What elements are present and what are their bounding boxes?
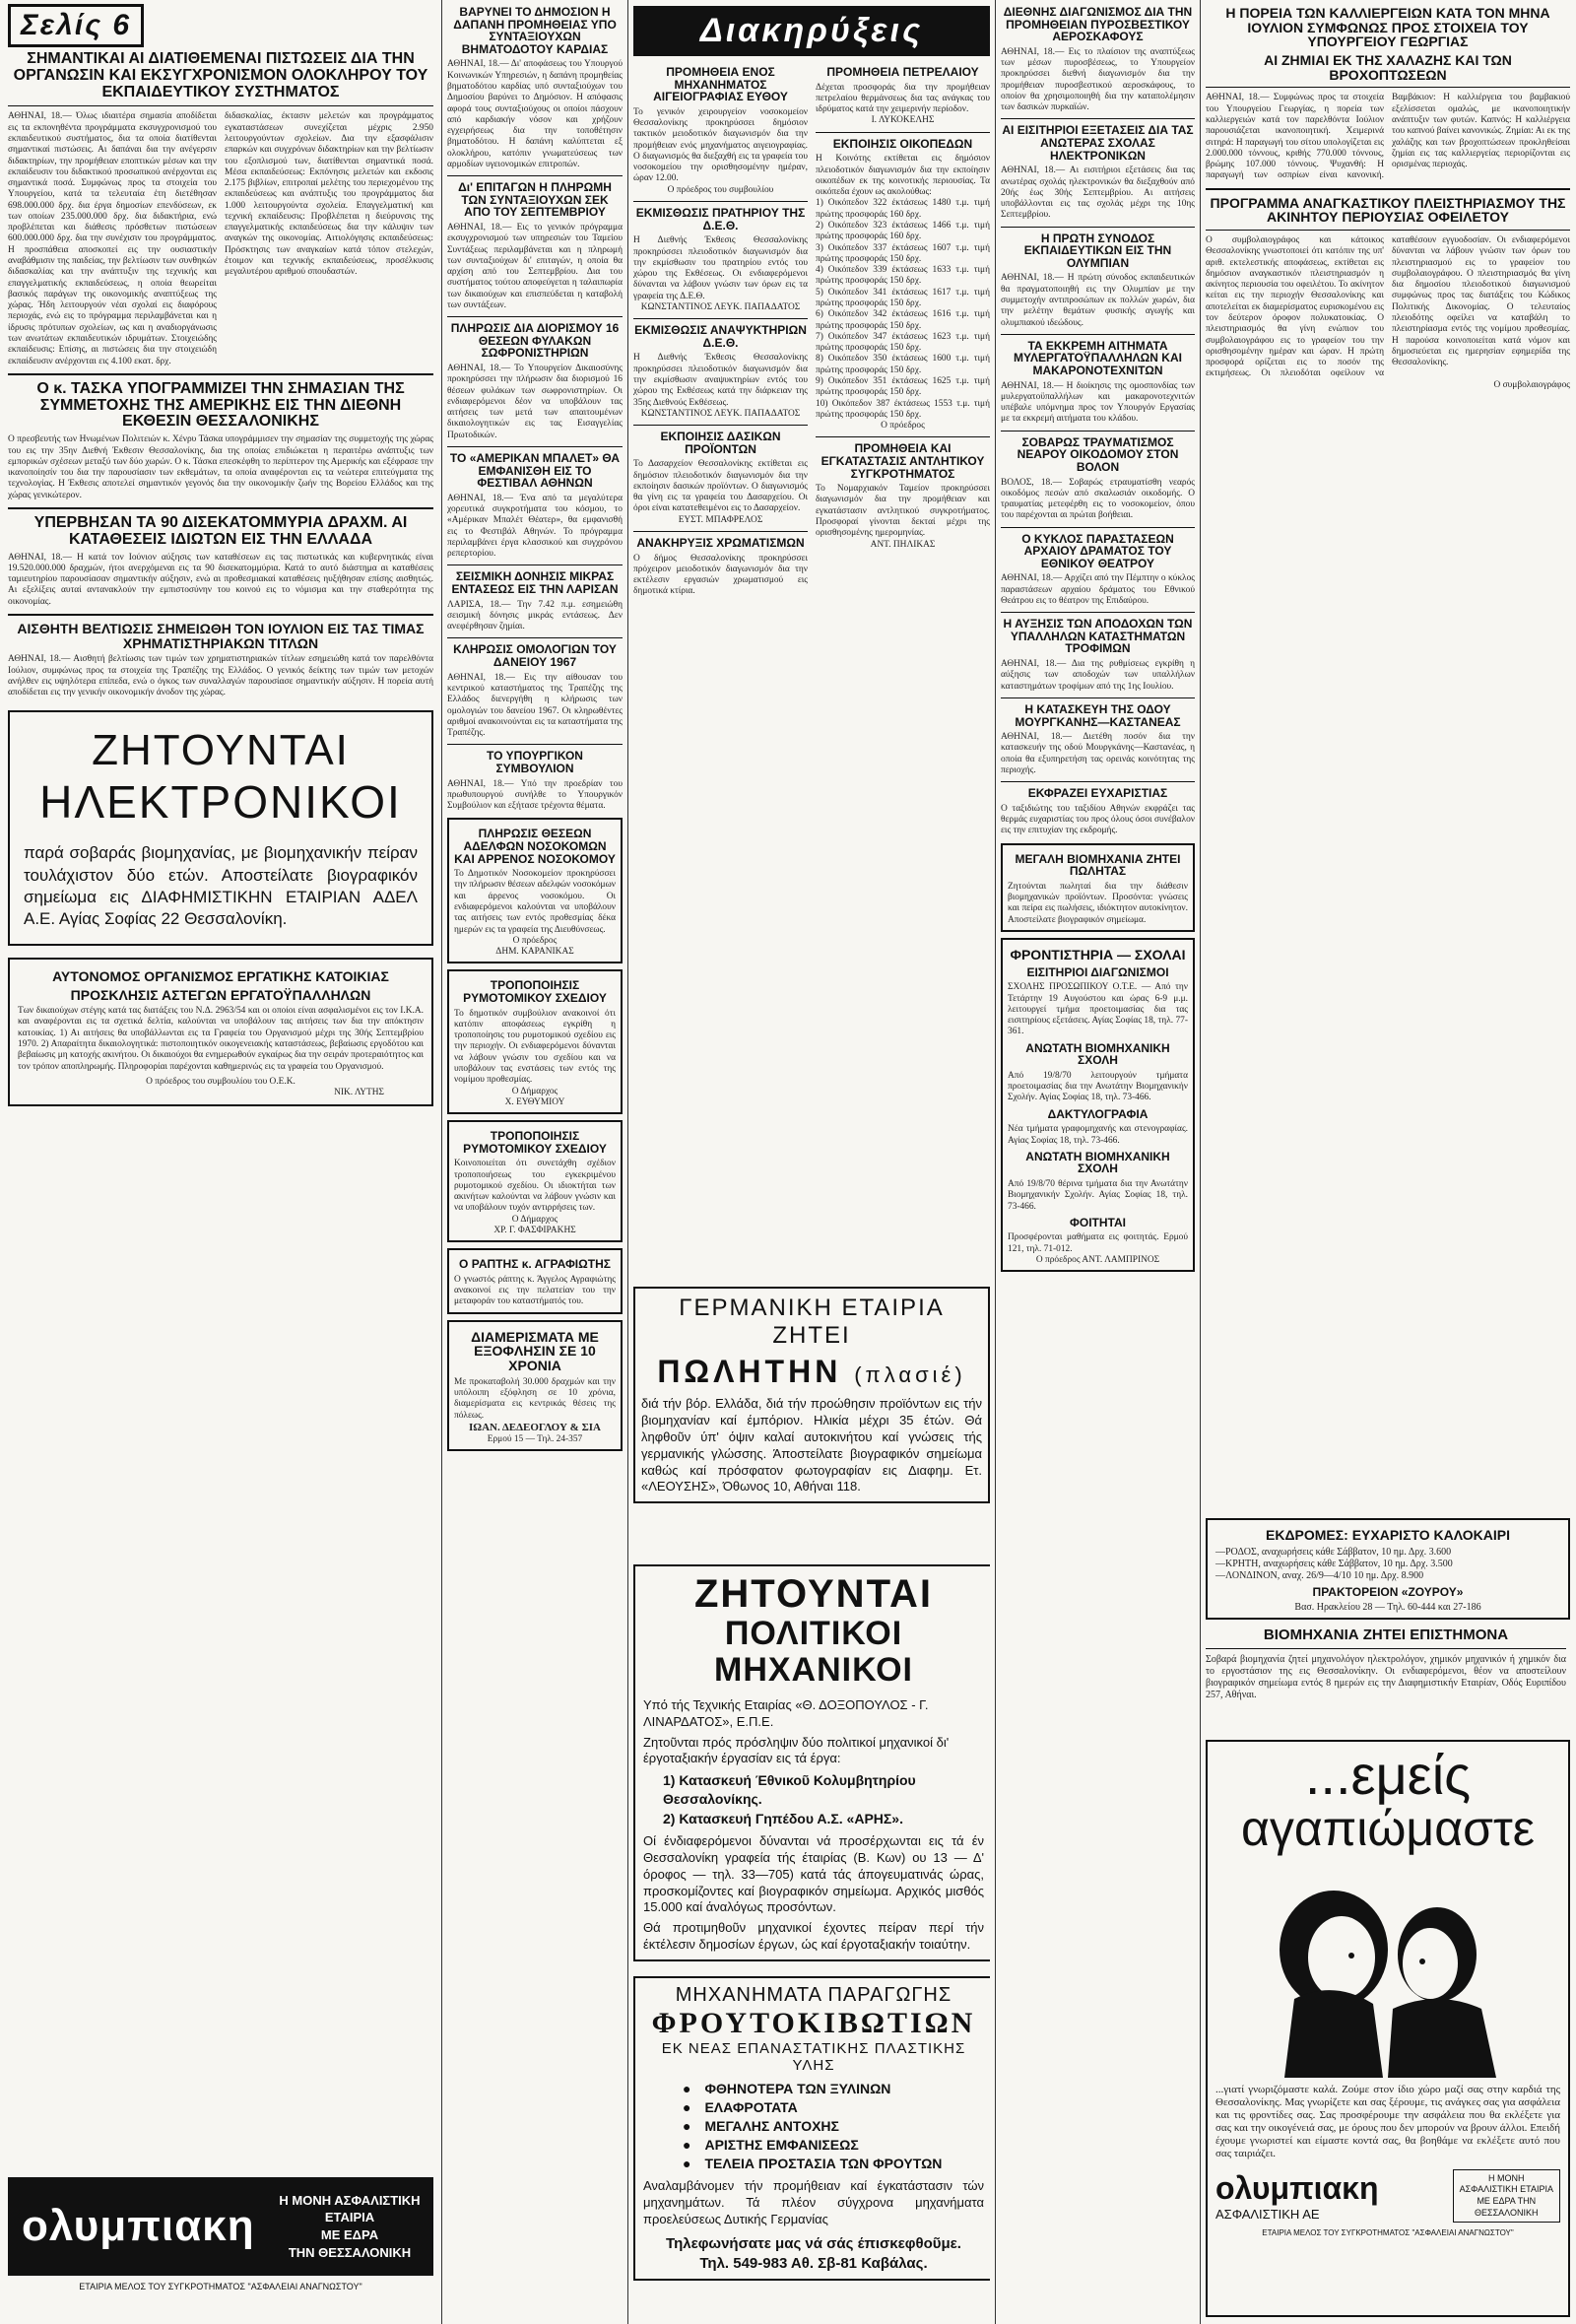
ad-line: —ΛΟΝΔΙΝΟΝ, αναχ. 26/9—4/10 10 ημ. Δρχ. 8.900 xyxy=(1215,1569,1424,1581)
subsection-title: ΑΝΩΤΑΤΗ ΒΙΟΜΗΧΑΝΙΚΗ ΣΧΟΛΗ xyxy=(1025,1040,1170,1068)
ad-line: ΕΤΑΙΡΙΑ xyxy=(324,2210,375,2225)
headline: ΣΟΒΑΡΩΣ ΤΡΑΥΜΑΤΙΣΜΟΣ ΝΕΑΡΟΥ ΟΙΚΟΔΟΜΟΥ ΣΤΟΝ ΒΟΛΟΝ xyxy=(1017,434,1179,474)
feature-item: ● ΜΕΓΑΛΗΣ ΑΝΤΟΧΗΣ xyxy=(683,2117,984,2136)
divider xyxy=(1206,188,1570,190)
signature: ΕΥΣΤ. ΜΠΑΦΡΕΛΟΣ xyxy=(678,514,763,525)
divider xyxy=(1001,431,1195,432)
divider xyxy=(8,507,433,509)
article-body: ΑΘΗΝΑΙ, 18.— Εις το γενικόν πρόγραμμα εκσυγχρονισμού των υπηρεσιών του Ταμείου Συντάξεως περιλαμβάνεται και η πληρωμή των συνταξιούχων δι' επιταγών, η οποία θα αρχίση από του Σεπτεμβρίου. Δια του συστήματος τούτου αποφεύγεται η ταλαιπωρία των δικαιούχων και επισπεύδεται η καταβολή των συντάξεων. xyxy=(447,222,623,310)
ad-contact-address: Ερμού 15 — Τηλ. 24-357 xyxy=(487,1434,583,1445)
ad-title: ΜΗΧΑΝΗΜΑΤΑ ΠΑΡΑΓΩΓΗΣ xyxy=(675,1984,952,2006)
article-body: Ο ταξιδιώτης του ταξιδίου Αθηνών εκφράζει τας θερμάς ευχαριστίας του προς όλους όσοι συνέβαλον εις την επιτυχίαν της εκδρομής. xyxy=(1001,803,1195,836)
ad-company: Υπό τής Τεχνικής Εταιρίας «Θ. ΔΟΞΟΠΟΥΛΟΣ - Γ. ΛΙΝΑΡΔΑΤΟΣ», Ε.Π.Ε. xyxy=(643,1696,929,1729)
column-3 xyxy=(633,0,990,2324)
divider xyxy=(1001,118,1195,119)
column-divider xyxy=(441,0,442,2324)
ad-text: Ζητοῦνται πρός πρόσληψιν δύο πολιτικοί μηχανικοί δι' έργοταξιακήν έργασίαν εις τά έργα: xyxy=(643,1734,950,1766)
divider xyxy=(1001,612,1195,613)
subsection-title: ΦΟΙΤΗΤΑΙ xyxy=(1070,1215,1126,1229)
ad-title-main: αγαπιώμαστε xyxy=(1240,1801,1536,1856)
headline-stock-prices: ΑΙΣΘΗΤΗ ΒΕΛΤΙΩΣΙΣ ΣΗΜΕΙΩΘΗ ΤΟΝ ΙΟΥΛΙΟΝ ΕΙΣ ΤΑΣ ΤΙΜΑΣ ΧΡΗΜΑΤΙΣΤΗΡΙΑΚΩΝ ΤΙΤΛΩΝ xyxy=(17,620,425,651)
ad-address: Βασ. Ηρακλείου 28 — Τηλ. 60-444 και 27-186 xyxy=(1294,1602,1481,1614)
signature: ΑΝΤ. ΠΗΛΙΚΑΣ xyxy=(870,539,936,550)
headline: Ο ΚΥΚΛΟΣ ΠΑΡΑΣΤΑΣΕΩΝ ΑΡΧΑΙΟΥ ΔΡΑΜΑΤΟΣ ΤΟΥ ΕΘΝΙΚΟΥ ΘΕΑΤΡΟΥ xyxy=(1021,531,1174,570)
notice-subtitle: ΠΡΟΣΚΛΗΣΙΣ ΑΣΤΕΓΩΝ ΕΡΓΑΤΟΫΠΑΛΛΗΛΩΝ xyxy=(70,986,371,1003)
ad-contact: Τηλεφωνήσατε μας νά σάς έπισκεφθοῦμε. xyxy=(666,2235,961,2253)
notice-title: ΑΥΤΟΝΟΜΟΣ ΟΡΓΑΝΙΣΜΟΣ ΕΡΓΑΤΙΚΗΣ ΚΑΤΟΙΚΙΑΣ xyxy=(52,967,389,984)
article-body: ΑΘΗΝΑΙ, 18.— Συμφώνως προς τα στοιχεία του Υπουργείου Γεωργίας, η πορεία των καλλιεργειών κατά τον παρελθόντα Ιούλιον παρουσιάζεται ικανοποιητική. Χειμερινά σιτηρά: Η παραγωγή του σίτου υπολογίζεται εις 2.000.000 τόννους, κριθής 770.000 τόννους, βρώμης 107.000 τόννους. Ψυχανθή: Η παραγωγή των οσπρίων είναι κανονική. Βαμβάκιον: Η καλλιέργεια του βαμβακιού εξελίσσεται ομαλώς, με ικανοποιητικήν ανάπτυξιν των φυτών. Καπνός: Η καλλιέργεια του καπνού βαίνει κανονικώς. Ζημίαι: Αι εκ της χαλάζης και των βροχοπτώσεων προκληθείσαι ζημίαι εις τας καλλιεργείας περιορίζονται εις ορισμένας περιοχάς. xyxy=(1206,93,1570,181)
headline: ΒΑΡΥΝΕΙ ΤΟ ΔΗΜΟΣΙΟΝ Η ΔΑΠΑΝΗ ΠΡΟΜΗΘΕΙΑΣ ΥΠΟ ΣΥΝΤΑΞΙΟΥΧΩΝ ΒΗΜΑΤΟΔΟΤΟΥ ΚΑΡΔΙΑΣ xyxy=(453,5,617,56)
ad-title: ...εμείς xyxy=(1304,1744,1472,1806)
notice-signature: Ο Δήμαρχος xyxy=(511,1214,558,1225)
ad-title: ΖΗΤΟΥΝΤΑΙ xyxy=(693,1572,934,1616)
page-number-box xyxy=(8,4,144,47)
plot-item: 8) Οικόπεδον 350 έκτάσεως 1600 τ.μ. τιμή πρώτης προσφοράς 150 δρχ. xyxy=(816,354,990,375)
plot-list xyxy=(816,198,990,421)
ad-line: Η ΜΟΝΗ ΑΣΦΑΛΙΣΤΙΚΗ xyxy=(279,2192,421,2208)
ad-contact: ΙΩΑΝ. ΔΕΔΕΟΓΛΟΥ & ΣΙΑ xyxy=(469,1421,601,1433)
ad-text: Οί ένδιαφερόμενοι δύνανται νά προσέρχωνται εις τά έν Θεσσαλονίκη γραφεία τής έταιρίας (Β. Κων) ου 13 — Δ' όροφος — τηλ. 33—705) κατά τάς άπογευματινάς ώρας, προσκομίζοντες καί βιογραφικόν σημείωμα. Αρχικός μισθός 15.000 καί άναλόγως προσόντων. xyxy=(643,1832,984,1915)
divider xyxy=(633,201,808,202)
article-education xyxy=(8,111,433,366)
ad-title: ΜΕΓΑΛΗ ΒΙΟΜΗΧΑΝΙΑ ΖΗΤΕΙ ΠΩΛΗΤΑΣ xyxy=(1015,851,1181,879)
notice-title: ΤΡΟΠΟΠΟΙΗΣΙΣ ΡΥΜΟΤΟΜΙΚΟΥ ΣΧΕΔΙΟΥ xyxy=(463,1129,607,1156)
notice-signature-name: ΝΙΚ. ΛΥΤΗΣ xyxy=(334,1088,384,1098)
divider xyxy=(8,373,433,375)
divider xyxy=(633,531,808,532)
divider xyxy=(1001,527,1195,528)
article-body: ΑΘΗΝΑΙ, 18.— Αι εισιτήριοι εξετάσεις δια τας ανωτέρας σχολάς ηλεκτρονικών θα διεξαχθούν από 20ής έως 30ής Σεπτεμβρίου. Αι αιτήσεις υποβάλλονται εις τας σχολάς μέχρι της 10ης Σεπτεμβρίου. xyxy=(1001,166,1195,221)
plot-item: 9) Οικόπεδον 351 έκτάσεως 1625 τ.μ. τιμή πρώτης προσφοράς 150 δρχ. xyxy=(816,375,990,398)
ad-heading: ΗΛΕΚΤΡΟΝΙΚΟΙ xyxy=(39,776,402,829)
article-body: ΑΘΗΝΑΙ, 18.— Το Υπουργείον Δικαιοσύνης προκηρύσσει την πλήρωσιν δια διορισμού 16 θέσεων φυλάκων των σωφρονιστηρίων. Οι ενδιαφερόμενοι δέον να υποβάλουν τας αιτήσεις των μετά των απαιτουμένων δικαιολογητικών εις τας Εισαγγελίας Πρωτοδικών. xyxy=(447,364,623,440)
subsection-body: Νέα τμήματα γραφομηχανής και στενογραφίας. Αγίας Σοφίας 18, τηλ. 73-466. xyxy=(1008,1124,1188,1146)
article-body: ΑΘΗΝΑΙ, 18.— Εις την αίθουσαν του κεντρικού καταστήματος της Τραπέζης της Ελλάδος διενεργήθη η κλήρωσις των ομολογιών του δανείου 1967. Οι κληρωθέντες αριθμοί ανακοινούνται εις τα καταστήματα της Τραπέζης. xyxy=(447,672,623,739)
subsection-title: ΔΑΚΤΥΛΟΓΡΑΦΙΑ xyxy=(1047,1106,1149,1121)
ad-text: Αναλαμβάνομεν τήν προμήθειαν καί έγκατάστασιν τών μηχανημάτων. Τά πλέον σύγχρονα μηχανήματα προελεύσεως Δυτικής Γερμανίας xyxy=(643,2178,984,2227)
headline: ΑΙ ΕΙΣΙΤΗΡΙΟΙ ΕΞΕΤΑΣΕΙΣ ΔΙΑ ΤΑΣ ΑΝΩΤΕΡΑΣ ΣΧΟΛΑΣ ΗΛΕΚΤΡΟΝΙΚΩΝ xyxy=(1002,123,1194,163)
page-label: Σελίς 6 xyxy=(21,9,132,41)
feature-item: ● ΕΛΑΦΡΟΤΑΤΑ xyxy=(683,2098,984,2117)
ad-tag: ΑΣΦΑΛΙΣΤΙΚΗ ΕΤΑΙΡΙΑ xyxy=(1459,2184,1553,2195)
divider xyxy=(447,446,623,447)
ad-title-sub: ΕΚ ΝΕΑΣ ΕΠΑΝΑΣΤΑΤΙΚΗΣ ΠΛΑΣΤΙΚΗΣ ΥΛΗΣ xyxy=(661,2040,966,2074)
plot-item: 5) Οικόπεδον 341 έκτάσεως 1617 τ.μ. τιμή πρώτης προσφοράς 150 δρχ. xyxy=(816,287,990,308)
ad-item: 1) Κατασκευή Έθνικοῦ Κολυμβητηρίου Θεσσαλονίκης. xyxy=(663,1772,916,1807)
divider xyxy=(1001,334,1195,335)
feature-item: ● ΑΡΙΣΤΗΣ ΕΜΦΑΝΙΣΕΩΣ xyxy=(683,2136,984,2155)
ad-civil-engineers xyxy=(633,1564,990,1961)
headline: ΠΛΗΡΩΣΙΣ ΔΙΑ ΔΙΟΡΙΣΜΟΥ 16 ΘΕΣΕΩΝ ΦΥΛΑΚΩΝ ΣΩΦΡΟΝΙΣΤΗΡΙΩΝ xyxy=(450,321,620,361)
ad-title-main: ΠΩΛΗΤΗΝ xyxy=(657,1354,842,1389)
plot-item: 7) Οικόπεδον 347 έκτάσεως 1623 τ.μ. τιμή πρώτης προσφοράς 150 δρχ. xyxy=(816,331,990,354)
divider xyxy=(816,436,990,437)
ad-line: ΤΗΝ ΘΕΣΣΑΛΟΝΙΚΗ xyxy=(288,2244,412,2260)
notice-tailor xyxy=(447,1248,623,1313)
signature: Ο πρόεδρος xyxy=(881,421,925,432)
ad-text: Θά προτιμηθοῦν μηχανικοί έχοντες πείραν περί τήν έκτέλεσιν δημοσίων έργων, ώς καί έργοταξιακήν τοιαύτην. xyxy=(643,1920,984,1953)
headline-taska: Ο κ. ΤΑΣΚΑ ΥΠΟΓΡΑΜΜΙΖΕΙ ΤΗΝ ΣΗΜΑΣΙΑΝ ΤΗΣ ΣΥΜΜΕΤΟΧΗΣ ΤΗΣ ΑΜΕΡΙΚΗΣ ΕΙΣ ΤΗΝ ΔΙΕΘΝΗ ΕΚΘΕΣΙΝ ΘΕΣΣΑΛΟΝΙΚΗΣ xyxy=(36,379,405,431)
ad-title: ΕΚΔΡΟΜΕΣ: ΕΥΧΑΡΙΣΤΟ ΚΑΛΟΚΑΙΡΙ xyxy=(1266,1527,1510,1543)
notice-signature-name: Χ. ΕΥΘΥΜΙΟΥ xyxy=(504,1096,565,1107)
ad-salesmen xyxy=(1001,843,1195,932)
subsection-body: Προσφέρονται μαθήματα εις φοιτητάς. Ερμού 121, τηλ. 71-012. xyxy=(1008,1232,1188,1254)
column-divider xyxy=(1200,0,1201,2324)
section-banner-tenders: Διακηρύξεις xyxy=(633,6,990,56)
signature: ΚΩΝΣΤΑΝΤΙΝΟΣ ΛΕΥΚ. ΠΑΠΑΔΑΤΟΣ xyxy=(640,408,801,419)
ad-heading: ΖΗΤΟΥΝΤΑΙ xyxy=(92,726,350,775)
schools-section xyxy=(1001,938,1195,1272)
article-body: Η Διεθνής Έκθεσις Θεσσαλονίκης προκηρύσσει πλειοδοτικόν διαγωνισμόν δια την εκμίσθωσιν του πρατηρίου εντός του χώρου της Εκθέσεως. Οι ενδιαφερόμενοι δύνανται να λάβουν γνώσιν των όρων εις τα γραφεία της Δ.Ε.Θ. xyxy=(633,235,808,301)
article-body: Η Κοινότης εκτίθεται εις δημόσιον πλειοδοτικόν διαγωνισμόν δια την εκποίησιν οικοπέδων εκ της κοινοτικής περιουσίας. Τα οικόπεδα έχουν ως ακολούθως: xyxy=(816,154,990,198)
signature: Ο πρόεδρος ΑΝΤ. ΛΑΜΠΡΙΝΟΣ xyxy=(1035,1255,1160,1266)
signature: ΚΩΝΣΤΑΝΤΙΝΟΣ ΛΕΥΚ. ΠΑΠΑΔΑΤΟΣ xyxy=(640,301,801,312)
ad-olympiaki xyxy=(8,2177,433,2276)
divider xyxy=(447,175,623,176)
ad-tag: Η ΜΟΝΗ xyxy=(1488,2172,1525,2183)
article-body-continued: διδασκαλίας, έκτασιν μελετών και προγράμματος εγκαταστάσεων συνεχίζεται μέχρις 2.950 λειτουργούντων σχολείων. Δια την εξασφάλισιν επαρκών και συγχρόνων διδακτηρίων και την βελτίωσιν του εξοπλισμού των, διατίθενται σημαντικά ποσά. Μέσα εκπαιδεύσεως: Εκπόνησις μελετών και εκδοσις 2.175 βιβλίων, επιτροπαί μελέτης του περιεχομένου της εκπαιδεύσεως και ανάπτυξις του προγράμματος δια 1.000 λειτουργούντα σχολεία. Επαγγελματική και τεχνική εκπαίδευσις: Προβλέπεται η διεύρυνσις της επαγγελματικής εκπαιδεύσεως δια την κάλυψιν των αναγκών της οικονομίας. Αιτιολόγησις εκπαιδεύσεως: Πρόσκτησις των αναγκαίων κατά τόπον στελεχών, έτοιμον και τεχνικής εκπαιδεύσεως, προσέλκυσις μεγαλυτέρου αριθμού σπουδαστών. xyxy=(225,111,433,278)
plot-item: 4) Οικόπεδον 339 έκτάσεως 1633 τ.μ. τιμή πρώτης προσφοράς 150 δρχ. xyxy=(816,265,990,287)
subsection-body: ΣΧΟΛΗΣ ΠΡΟΣΩΠΙΚΟΥ Ο.Τ.Ε. — Από την Τετάρτην 19 Αυγούστου και ώρας 6-9 μ.μ. λειτουργεί τμήμα προετοιμασίας δια τας εισιτηρίους εξετάσεις. Αγίας Σοφίας 18, τηλ. 77-361. xyxy=(1008,982,1188,1037)
section-title: ΦΡΟΝΤΙΣΤΗΡΙΑ — ΣΧΟΛΑΙ xyxy=(1010,946,1186,963)
headline: ΕΚΜΙΣΘΩΣΙΣ ΠΡΑΤΗΡΙΟΥ ΤΗΣ Δ.Ε.Θ. xyxy=(635,206,806,232)
headline: ΤΟ ΥΠΟΥΡΓΙΚΟΝ ΣΥΜΒΟΥΛΙΟΝ xyxy=(487,749,583,775)
headline: Η ΚΑΤΑΣΚΕΥΗ ΤΗΣ ΟΔΟΥ ΜΟΥΡΓΚΑΝΗΣ—ΚΑΣΤΑΝΕΑΣ xyxy=(1015,701,1181,729)
brand-sub: ΑΣΦΑΛΙΣΤΙΚΗ ΑΕ xyxy=(1215,2207,1320,2222)
ad-title: ΔΙΑΜΕΡΙΣΜΑΤΑ ΜΕ ΕΞΟΦΛΗΣΙΝ ΣΕ 10 ΧΡΟΝΙΑ xyxy=(471,1328,599,1374)
subheadline-hail-damage: ΑΙ ΖΗΜΙΑΙ ΕΚ ΤΗΣ ΧΑΛΑΖΗΣ ΚΑΙ ΤΩΝ ΒΡΟΧΟΠΤΩΣΕΩΝ xyxy=(1264,52,1512,83)
ad-electronics xyxy=(8,710,433,945)
article-body: ΑΘΗΝΑΙ, 18.— Δι' αποφάσεως του Υπουργού Κοινωνικών Υπηρεσιών, η δαπάνη προμηθείας βηματοδότου καρδίας υπό συνταξιούχων του Δημοσίου βαρύνει το Δημόσιον. Η απόφασις αφορά τους συνταξιούχους οι οποίοι πάσχουν από καρδιακήν νόσον και χρήζουν εγχειρήσεως δια την τοποθέτησιν βηματοδότου. Η δαπάνη καλύπτεται εξ ολοκλήρου, κατόπιν γνωματεύσεως των αρμοδίων υγειονομικών επιτροπών. xyxy=(447,59,623,169)
divider xyxy=(1001,227,1195,228)
headline: ΕΚΦΡΑΖΕΙ ΕΥΧΑΡΙΣΤΙΑΣ xyxy=(1027,786,1168,801)
ad-line: —ΚΡΗΤΗ, αναχωρήσεις κάθε Σάββατον, 10 ημ. Δρχ. 3.500 xyxy=(1215,1558,1453,1569)
divider xyxy=(633,425,808,426)
ad-text: ...γιατί γνωριζόμαστε καλά. Ζούμε στον ίδιο χώρο μαζί σας στην καρδιά της Θεσσαλονίκης. Μας γνωρίζετε και σας ξέρουμε, τις ανάγκες σας για ασφάλεια και τις φροντίδες σας. Σας προσφέρουμε την ασφάλεια που θα εκλέξετε για σας και την οικογένειά σας, με όρους που δεν μπορούν να βρουν άλλοι. Επειδή έχουμε γνωριστεί και είμαστε κοντά σας, θα βοηθάμε να εκλέξετε αυτό που σας ταιριάζει. xyxy=(1215,2083,1560,2160)
divider xyxy=(447,564,623,565)
headline: ΤΟ «ΑΜΕΡΙΚΑΝ ΜΠΑΛΕΤ» ΘΑ ΕΜΦΑΝΙΣΘΗ ΕΙΣ ΤΟ ΦΕΣΤΙΒΑΛ ΑΘΗΝΩΝ xyxy=(449,450,621,491)
article-body: ΑΘΗΝΑΙ, 18.— Όλως ιδιαιτέρα σημασία αποδίδεται εις τα εκπονηθέντα προγράμματα εκσυγχρονισμού του εκπαιδευτικού συστήματος, δια τα οποία διατίθενται σημαντικαί πιστώσεις. Αι δαπάναι δια την ανέγερσιν διδακτηρίων, την προμήθειαν εποπτικών μέσων και την εκπαίδευσιν του διδακτικού προσωπικού ανέρχονται εις σημαντικά ποσά. Συμφώνως προς τα στοιχεία του Υπουργείου, κατά τα τελευταία έτη διετέθησαν 698.000.000 δρχ. δια έργα δημοσίων επενδύσεων, εκ των οποίων 235.000.000 δρχ. δια διδακτήρια, ενώ προβλέπεται και διάθεσις πρόσθετων πιστώσεων 600.000.000 δρχ. δια την συνέχισιν του προγράμματος. Η προσπάθεια αποσκοπεί εις την ουσιαστικήν αναβάθμισιν της παιδείας, την βελτίωσιν των συνθηκών διδασκαλίας και την ανάπτυξιν της τεχνικής και επαγγελματικής εκπαιδεύσεως, η οποία θεωρείται βασικός παράγων της οικονομικής αναπτύξεως της χώρας. Ήδη λειτουργούν νέαι σχολαί εις διαφόρους περιοχάς, ενώ εις το πρόγραμμα περιλαμβάνεται και η ίδρυσις πρότυπων σχολείων, ως και η αναδιοργάνωσις των ανωτάτων εκπαιδευτικών ιδρυμάτων. Στοιχειώδης εκπαίδευσις: Επίσης, αι πιστώσεις δια την στοιχειώδη εκπαίδευσιν ανέρχονται εις 4.100 εκατ. δρχ. xyxy=(8,111,217,366)
article-body: ΑΘΗΝΑΙ, 18.— Ένα από τα μεγαλύτερα χορευτικά συγκροτήματα του κόσμου, το «Αμέρικαν Μπαλέτ Θέατερ», θα εμφανισθή εις το Φεστιβάλ Αθηνών. Το πρόγραμμα περιλαμβάνει έργα κλασσικού και συγχρόνου ρεπερτορίου. xyxy=(447,493,623,560)
notice-title: Ο ΡΑΠΤΗΣ κ. ΑΓΡΑΦΙΩΤΗΣ xyxy=(459,1257,611,1272)
headline: ΔΙΕΘΝΗΣ ΔΙΑΓΩΝΙΣΜΟΣ ΔΙΑ ΤΗΝ ΠΡΟΜΗΘΕΙΑΝ ΠΥΡΟΣΒΕΣΤΙΚΟΥ ΑΕΡΟΣΚΑΦΟΥΣ xyxy=(1003,5,1193,44)
ad-footer: ΕΤΑΙΡΙΑ ΜΕΛΟΣ ΤΟΥ ΣΥΓΚΡΟΤΗΜΑΤΟΣ "ΑΣΦΑΛΕΙΑΙ ΑΝΑΓΝΩΣΤΟΥ" xyxy=(79,2282,362,2291)
ad-fruit-crates xyxy=(633,1976,990,2281)
headline: Δι' ΕΠΙΤΑΓΩΝ Η ΠΛΗΡΩΜΗ ΤΩΝ ΣΥΝΤΑΞΙΟΥΧΩΝ ΣΕΚ ΑΠΟ ΤΟΥ ΣΕΠΤΕΜΒΡΙΟΥ xyxy=(458,180,612,220)
notice-title: ΠΛΗΡΩΣΙΣ ΘΕΣΕΩΝ ΑΔΕΛΦΩΝ ΝΟΣΟΚΟΜΩΝ ΚΑΙ ΑΡΡΕΝΟΣ ΝΟΣΟΚΟΜΟΥ xyxy=(454,827,616,866)
column-5 xyxy=(1206,0,1570,2324)
headline: ΑΝΑΚΗΡΥΞΙΣ ΧΡΩΜΑΤΙΣΜΩΝ xyxy=(636,535,805,550)
brand-logo: ολυμπιακη xyxy=(22,2202,255,2250)
article-body: Δέχεται προσφοράς δια την προμήθειαν πετρελαίου θερμάνσεως δια τας ανάγκας του ιδρύματος κατά την χειμερινήν περίοδον. xyxy=(816,82,990,115)
headline: ΠΡΟΜΗΘΕΙΑ ΠΕΤΡΕΛΑΙΟΥ xyxy=(826,65,979,79)
article-body: ΛΑΡΙΣΑ, 18.— Την 7.42 π.μ. εσημειώθη σεισμική δόνησις μικράς εντάσεως. Δεν ανεφέρθησαν ζημίαι. xyxy=(447,599,623,632)
article-body: ΑΘΗΝΑΙ, 18.— Εις το πλαίσιον της αναπτύξεως των μέσων πυροσβέσεως, το Υπουργείον προκηρύσσει διεθνή διαγωνισμόν δια την προμήθειαν πυροσβεστικού αεροσκάφους, το οποίον θα χρησιμοποιηθή δια την καταπολέμησιν των δασικών πυρκαϊών. xyxy=(1001,46,1195,113)
headline: Η ΑΥΞΗΣΙΣ ΤΩΝ ΑΠΟΔΟΧΩΝ ΤΩΝ ΥΠΑΛΛΗΛΩΝ ΚΑΤΑΣΤΗΜΑΤΩΝ ΤΡΟΦΙΜΩΝ xyxy=(1003,617,1193,656)
article-body: Η Διεθνής Έκθεσις Θεσσαλονίκης προκηρύσσει πλειοδοτικόν διαγωνισμόν δια την εκμίσθωσιν αναψυκτηρίων εντός του χώρου της Εκθέσεως κατά την διάρκειαν της 35ης Διεθνούς Εκθέσεως. xyxy=(633,353,808,408)
column-2 xyxy=(447,0,623,2324)
headline: ΚΛΗΡΩΣΙΣ ΟΜΟΛΟΓΙΩΝ ΤΟΥ ΔΑΝΕΙΟΥ 1967 xyxy=(453,642,617,670)
plot-item: 1) Οικόπεδον 322 έκτάσεως 1480 τ.μ. τιμή πρώτης προσφοράς 160 δρχ. xyxy=(816,198,990,220)
article-body: Ο δήμος Θεσσαλονίκης προκηρύσσει πρόχειρον μειοδοτικόν διαγωνισμόν δια την εκτέλεσιν εργασιών χρωματισμού εις δημοτικά κτίρια. xyxy=(633,553,808,597)
headline: ΕΚΜΙΣΘΩΣΙΣ ΑΝΑΨΥΚΤΗΡΙΩΝ Δ.Ε.Θ. xyxy=(634,323,807,350)
ad-body: Με προκαταβολή 30.000 δραχμών και την υπόλοιπη εξόφληση σε 10 χρόνια, διαμερίσματα εις κεντρικάς θέσεις της πόλεως. xyxy=(454,1376,616,1421)
notice-signature-name: ΔΗΜ. ΚΑΡΑΝΙΚΑΣ xyxy=(495,947,574,958)
ad-body: Σοβαρά βιομηχανία ζητεί μηχανολόγον ηλεκτρολόγον, χημικόν μηχανικόν ή χημικόν δια το εργοστάσιον της εις Θεσσαλονίκην. Οι ενδιαφερόμενοι, θέον να αποστείλουν βιογραφικόν σημείωμα εντός 8 ημερών εις την Διαφημιστικήν Εταιρίαν, Οδός Ευριπίδου 257, Αθήναι. xyxy=(1206,1653,1566,1700)
article-body: ΒΟΛΟΣ, 18.— Σοβαρώς ετραυματίσθη νεαρός οικοδόμος πεσών από σκαλωσιάν οικοδομής. Ο τραυματίας μετεφέρθη εις το νοσοκομείον, όπου του παρέχονται αι πρώται βοήθειαι. xyxy=(1001,477,1195,521)
article-body: Ο συμβολαιογράφος και κάτοικος Θεσσαλονίκης γνωστοποιεί ότι κατόπιν της υπ' αριθ. εκτελεστικής αποφάσεως, εκτίθεται εις δημόσιον αναγκαστικόν πλειστηριασμόν η ακίνητος περιουσία του οφειλέτου. Το ακίνητον κείται εις την περιοχήν Θεσσαλονίκης και αποτελείται εκ διαμερίσματος ευρισκομένου εις τον δεύτερον όροφον πολυκατοικίας. Ο πλειστηριασμός θα γίνη ενώπιον του συμβολαιογράφου εις το γραφείον του την ορισθησομένην ημέραν και ώραν. Η πρώτη προσφορά ορίζεται εις το ποσόν της εκτιμήσεως. Οι πλειοδόται οφείλουν να καταθέσουν εγγυοδοσίαν. Οι ενδιαφερόμενοι δύνανται να λάβουν γνώσιν των όρων του πλειστηριασμού εις το γραφείον του συμβολαιογράφου. Ο πλειστηριασμός θα γίνη δια δημοσίου πλειοδοτικού διαγωνισμού συμφώνως προς τας διατάξεις του Κώδικος Πολιτικής Δικονομίας. Ο τελευταίος πλειοδότης οφείλει να καταβάλη το πλειστηρίασμα εντός της νομίμου προθεσμίας. Η παρούσα κοινοποιείται κατά νόμον και δημοσιεύεται εις ημερησίαν εφημερίδα της Θεσσαλονίκης. xyxy=(1206,235,1570,379)
ad-german-company xyxy=(633,1287,990,1503)
article-body: Το Νομαρχιακόν Ταμείον προκηρύσσει διαγωνισμόν δια την προμήθειαν και εγκατάστασιν αντλητικού συγκροτήματος. Προσφοραί γίνονται δεκταί μέχρι της ορισθησομένης ημερομηνίας. xyxy=(816,484,990,539)
headline: ΕΚΠΟΙΗΣΙΣ ΔΑΣΙΚΩΝ ΠΡΟΪΟΝΤΩΝ xyxy=(660,430,781,456)
notice-body: Ο γνωστός ράπτης κ. Άγγελος Αγραφιώτης ανακοινοί εις την πελατείαν του την μεταφοράν του καταστήματός του. xyxy=(454,1274,616,1307)
plot-item: 10) Οικόπεδον 387 έκτάσεως 1553 τ.μ. τιμή πρώτης προσφοράς 150 δρχ. xyxy=(816,398,990,420)
article-body: ΑΘΗΝΑΙ, 18.— Δια της ρυθμίσεως εγκρίθη η αύξησις των αποδοχών των υπαλλήλων καταστημάτων τροφίμων από της 1ης Ιουλίου. xyxy=(1001,659,1195,692)
divider xyxy=(816,132,990,133)
ad-tag: ΘΕΣΣΑΛΟΝΙΚΗ xyxy=(1475,2207,1539,2218)
ad-title: ΒΙΟΜΗΧΑΝΙΑ ΖΗΤΕΙ ΕΠΙΣΤΗΜΟΝΑ xyxy=(1263,1627,1509,1643)
notice-signature: Ο πρόεδρος xyxy=(512,935,558,946)
couple-illustration-icon xyxy=(1225,1861,1550,2078)
headline-deposits: ΥΠΕΡΒΗΣΑΝ ΤΑ 90 ΔΙΣΕΚΑΤΟΜΜΥΡΙΑ ΔΡΑΧΜ. ΑΙ ΚΑΤΑΘΕΣΕΙΣ ΙΔΙΩΤΩΝ ΕΙΣ ΤΗΝ ΕΛΛΑΔΑ xyxy=(33,513,408,548)
ad-contact: Τηλ. 549-983 Αθ. Σβ-81 Καβάλας. xyxy=(699,2254,928,2272)
article-body: ΑΘΗΝΑΙ, 18.— Αρχίζει από την Πέμπτην ο κύκλος παραστάσεων αρχαίου δράματος του Εθνικού Θεάτρου εις το θέατρον της Επιδαύρου. xyxy=(1001,573,1195,606)
ad-title-main: ΦΡΟΥΤΟΚΙΒΩΤΙΩΝ xyxy=(651,2007,976,2039)
divider xyxy=(1206,1648,1566,1649)
ad-line: ΜΕ ΕΔΡΑ xyxy=(320,2227,379,2242)
ad-title-sub: (πλασιέ) xyxy=(854,1362,966,1387)
ad-we-love-each-other xyxy=(1206,1740,1570,2317)
column-divider xyxy=(995,0,996,2324)
ad-tag: ΜΕ ΕΔΡΑ ΤΗΝ xyxy=(1477,2196,1537,2206)
article-body: ΑΘΗΝΑΙ, 18.— Υπό την προεδρίαν του πρωθυπουργού συνήλθε το Υπουργικόν Συμβούλιον και εξήτασε τρέχοντα θέματα. xyxy=(447,778,623,812)
feature-list xyxy=(683,2080,984,2172)
notice-zoning-2 xyxy=(447,1120,623,1242)
article-body: Ο πρεσβευτής των Ηνωμένων Πολιτειών κ. Χένρυ Τάσκα υπογράμμισεν την σημασίαν της συμμετοχής της χώρας του εις την 35ην Διεθνή Έκθεσιν Θεσσαλονίκης, δια της οποίας επιδιώκεται η περαιτέρω ανάπτυξις των εμπορικών σχέσεων μεταξύ των δύο χωρών. Ο κ. Τάσκα επεσκέφθη το περίπτερον της Αμερικής και εξέφρασε την ικανοποίησίν του δια την παρουσίασιν των εκθεμάτων, τα οποία αναφέρονται εις τα νεώτερα επιτεύγματα της τεχνολογίας. Η Έκθεσις αποτελεί σημαντικόν γεγονός δια την οικονομικήν ζωήν της Βορείου Ελλάδος και της χώρας γενικώτερον. xyxy=(8,434,433,500)
ad-title-main: ΠΟΛΙΤΙΚΟΙ ΜΗΧΑΝΙΚΟΙ xyxy=(714,1615,913,1690)
plot-item: 2) Οικόπεδον 323 έκτάσεως 1466 τ.μ. τιμή πρώτης προσφοράς 160 δρχ. xyxy=(816,221,990,242)
headline: ΤΑ ΕΚΚΡΕΜΗ ΑΙΤΗΜΑΤΑ ΜΥΛΕΡΓΑΤΟΫΠΑΛΛΗΛΩΝ ΚΑΙ ΜΑΚΑΡΟΝΟΤΕΧΝΙΤΩΝ xyxy=(1014,338,1182,378)
article-body: ΑΘΗΝΑΙ, 18.— Αισθητή βελτίωσις των τιμών των χρηματιστηριακών τίτλων εσημειώθη κατά τον παρελθόντα Ιούλιον, συμφώνως προς τα στοιχεία της Τραπέζης της Ελλάδος. Ο γενικός δείκτης των τιμών των μετοχών ανήλθεν εις υψηλότερα επίπεδα, ενώ ο όγκος των συναλλαγών παρουσίασε σημαντικήν αύξησιν. Η πορεία αυτή αποδίδεται εις την γενικήν οικονομικήν άνοδον της χώρας. xyxy=(8,654,433,698)
subsection-body: Από 19/8/70 θέρινα τμήματα δια την Ανωτάτην Βιομηχανικήν Σχολήν. Αγίας Σοφίας 18, τηλ. 73-466. xyxy=(1008,1179,1188,1212)
plot-item: 3) Οικόπεδον 337 έκτάσεως 1607 τ.μ. τιμή πρώτης προσφοράς 150 δρχ. xyxy=(816,242,990,264)
headline: Η ΠΡΩΤΗ ΣΥΝΟΔΟΣ ΕΚΠΑΙΔΕΥΤΙΚΩΝ ΕΙΣ ΤΗΝ ΟΛΥΜΠΙΑΝ xyxy=(1023,231,1172,270)
divider xyxy=(447,637,623,638)
article-body: ΑΘΗΝΑΙ, 18.— Η πρώτη σύνοδος εκπαιδευτικών θα πραγματοποιηθή εις την Ολυμπίαν με την συμμετοχήν αντιπροσώπων εκ πολλών χωρών, δια την μελέτην θεμάτων φυσικής αγωγής και ολυμπιακού ιδεώδους. xyxy=(1001,273,1195,328)
column-divider xyxy=(627,0,628,2324)
article-body: ΑΘΗΝΑΙ, 18.— Η κατά τον Ιούνιον αύξησις των καταθέσεων εις τας πιστωτικάς και κυβερνητικάς είναι 19.520.000.000 δραχμών, ήτοι ανερχόμεναι εις τα 90 δισεκατομμύρια. Κατά το αυτό διάστημα αι καταθέσεις ταμιευτηρίου παρουσίασαν σημαντικήν αύξησιν, ενώ αι προθεσμιακαί καταθέσεις ηυξήθησαν επίσης αισθητώς. Αι εξελίξεις αυταί αντανακλούν την εμπιστοσύνην του κοινού εις το νόμισμα και την σταθερότητα της οικονομίας. xyxy=(8,552,433,607)
notice-body: Κοινοποιείται ότι συνετάχθη σχέδιον τροποποιήσεως του εγκεκριμένου ρυμοτομικού σχεδίου. Οι ιδιοκτήται των ακινήτων καλούνται να λάβουν γνώσιν και να υποβάλουν τυχόν αντιρρήσεις των. xyxy=(454,1159,616,1214)
divider xyxy=(1206,230,1570,231)
ad-apartments xyxy=(447,1320,623,1452)
ad-footer: ΕΤΑΙΡΙΑ ΜΕΛΟΣ ΤΟΥ ΣΥΓΚΡΟΤΗΜΑΤΟΣ "ΑΣΦΑΛΕΙΑΙ ΑΝΑΓΝΩΣΤΟΥ" xyxy=(1262,2228,1514,2238)
divider xyxy=(1206,87,1570,88)
notice-body: Των δικαιούχων στέγης κατά τας διατάξεις του Ν.Δ. 2963/54 και οι οποίοι είναι ασφαλισμένοι εις τον Ι.Κ.Α. και αναφέρονται εις τα σχετικά δελτία, καλούνται να υποβάλουν τας αιτήσεις των δια την απόκτησιν κατοικίας. 1) Αι αιτήσεις θα υποβάλλωνται εις τα Γραφεία του Οργανισμού μέχρι της 30ής Σεπτεμβρίου 1970. 2) Απαραίτητα δικαιολογητικά: πιστοποιητικόν οικογενειακής καταστάσεως, βεβαίωσις εργοδότου και βεβαίωσις μη κατοχής ακινήτου. Οι δικαιούχοι θα ενημερωθούν εγκαίρως δια την σειράν προτεραιότητος και τον τρόπον αποπληρωμής. Πληροφορίαι παρέχονται καθημερινώς εις τα γραφεία του Οργανισμού. xyxy=(18,1006,424,1072)
subsection-title: ΑΝΩΤΑΤΗ ΒΙΟΜΗΧΑΝΙΚΗ ΣΧΟΛΗ xyxy=(1025,1149,1170,1176)
notice-title: ΤΡΟΠΟΠΟΙΗΣΙΣ ΡΥΜΟΤΟΜΙΚΟΥ ΣΧΕΔΙΟΥ xyxy=(463,978,607,1005)
ad-scientist xyxy=(1206,1624,1566,1701)
divider xyxy=(447,744,623,745)
divider xyxy=(8,105,433,106)
divider xyxy=(1001,781,1195,782)
divider xyxy=(633,318,808,319)
ad-line: —ΡΟΔΟΣ, αναχωρήσεις κάθε Σάββατον, 10 ημ. Δρχ. 3.600 xyxy=(1215,1546,1452,1558)
notice-signature: Ο πρόεδρος του συμβουλίου του Ο.Ε.Κ. xyxy=(146,1076,296,1087)
headline: ΠΡΟΜΗΘΕΙΑ ΕΝΟΣ ΜΗΧΑΝΗΜΑΤΟΣ ΑΙΓΕΙΟΓΡΑΦΙΑΣ ΕΥΘΟΥ xyxy=(653,65,788,104)
brand-logo: ολυμπιακη xyxy=(1215,2170,1379,2206)
article-body: ΑΘΗΝΑΙ, 18.— Διετέθη ποσόν δια την κατασκευήν της οδού Μουργκάνης—Καστανέας, η οποία θα εξυπηρετήση τας ορεινάς κοινότητας της περιοχής. xyxy=(1001,732,1195,775)
notice-nurses xyxy=(447,818,623,963)
signature: Ο πρόεδρος του συμβουλίου xyxy=(667,184,774,195)
headline-crops: Η ΠΟΡΕΙΑ ΤΩΝ ΚΑΛΛΙΕΡΓΕΙΩΝ ΚΑΤΑ ΤΟΝ ΜΗΝΑ ΙΟΥΛΙΟΝ ΣΥΜΦΩΝΩΣ ΠΡΟΣ ΣΤΟΙΧΕΙΑ ΤΟΥ ΥΠΟΥΡΓΕΙΟΥ ΓΕΩΡΓΙΑΣ xyxy=(1225,5,1550,50)
notice-body: Το δημοτικόν συμβούλιον ανακοινοί ότι κατόπιν αποφάσεως εγκρίθη η τροποποίησις του ρυμοτομικού σχεδίου εις την περιοχήν. Οι ενδιαφερόμενοι δύνανται να λάβουν γνώσιν του σχεδίου και να υποβάλουν τας ενστάσεις των εντός της νομίμου προθεσμίας. xyxy=(454,1008,616,1086)
notice-signature: Ο Δήμαρχος xyxy=(511,1086,558,1096)
ad-body: Ζητούνται πωληταί δια την διάθεσιν βιομηχανικών προϊόντων. Προσόντα: γνώσεις και πείρα εις πωλήσεις, ιδιόκτητον αυτοκίνητον. Αποστείλατε βιογραφικόν σημείωμα. xyxy=(1008,881,1188,925)
ad-text: διά τήν βόρ. Ελλάδα, διά τήν προώθησιν προϊόντων εις τήν βιομηχανίαν καί έμπόριον. Ηλικία μέχρι 35 έτών. Θά ληφθοῦν ύπ' όψιν καλαί αυτοκινήτου καί γνώσεις τής γερμανικής γλώσσης. Άποστείλατε βιογραφικόν σημείωμα καθώς καί πρόσφατον φωτογραφίαν εις Διαφημ. Ετ. «ΛΕΟΥΣΗΣ», Όθωνος 10, Αθήναι 118. xyxy=(641,1396,982,1494)
subsection-body: Από 19/8/70 λειτουργούν τμήματα προετοιμασίας δια την Ανωτάτην Βιομηχανικήν Σχολήν. Αγίας Σοφίας 18, τηλ. 73-466. xyxy=(1008,1070,1188,1103)
ad-agency: ΠΡΑΚΤΟΡΕΙΟΝ «ΖΟΥΡΟΥ» xyxy=(1312,1584,1464,1599)
divider xyxy=(447,316,623,317)
divider xyxy=(1001,697,1195,698)
article-body: Το γενικόν χειρουργείον νοσοκομείον Θεσσαλονίκης προκηρύσσει δημόσιον τακτικόν μειοδοτικόν διαγωνισμόν δια την προμήθειαν ενός μηχανήματος αιγειογραφίας. Ο διαγωνισμός θα διεξαχθή εις τα γραφεία του νοσοκομείου την ορισθησομένην ημέραν, ώραν 12.00. xyxy=(633,106,808,184)
article-body: ΑΘΗΝΑΙ, 18.— Η διοίκησις της ομοσπονδίας των μυλεργατοϋπαλλήλων και μακαρονοτεχνιτών υπέβαλε υπόμνημα προς τον Υπουργόν Εργασίας με τα εκκρεμή αιτήματα του κλάδου. xyxy=(1001,380,1195,425)
ad-item: 2) Κατασκευή Γηπέδου Α.Σ. «ΑΡΗΣ». xyxy=(663,1810,903,1826)
ad-text: παρά σοβαράς βιομηχανίας, με βιομηχανικήν πείραν τουλάχιστον δύο ετών. Αποστείλατε βιογραφικόν σημείωμα εις ΔΙΑΦΗΜΙΣΤΙΚΗΝ ΕΤΑΙΡΙΑΝ ΑΔΕΛ Α.Ε. Αγίας Σοφίας 22 Θεσσαλονίκη. xyxy=(24,843,418,928)
headline-education-credits: ΣΗΜΑΝΤΙΚΑΙ ΑΙ ΔΙΑΤΙΘΕΜΕΝΑΙ ΠΙΣΤΩΣΕΙΣ ΔΙΑ ΤΗΝ ΟΡΓΑΝΩΣΙΝ ΚΑΙ ΕΚΣΥΓΧΡΟΝΙΣΜΟΝ ΟΛΟΚΛΗΡΟΥ ΤΟΥ ΕΚΠΑΙΔΕΥΤΙΚΟΥ ΣΥΣΤΗΜΑΤΟΣ xyxy=(13,50,428,100)
notice-signature-name: ΧΡ. Γ. ΦΑΣΦΙΡΑΚΗΣ xyxy=(493,1226,576,1235)
feature-item: ● ΤΕΛΕΙΑ ΠΡΟΣΤΑΣΙΑ ΤΩΝ ΦΡΟΥΤΩΝ xyxy=(683,2155,984,2173)
plot-item: 6) Οικόπεδον 342 έκτάσεως 1616 τ.μ. τιμή πρώτης προσφοράς 150 δρχ. xyxy=(816,309,990,331)
signature: Ο συμβολαιογράφος xyxy=(1493,379,1570,390)
subsection-title: ΕΙΣΙΤΗΡΙΟΙ ΔΙΑΓΩΝΙΣΜΟΙ xyxy=(1026,964,1169,979)
column-1 xyxy=(8,0,433,2324)
feature-item: ● ΦΘΗΝΟΤΕΡΑ ΤΩΝ ΞΥΛΙΝΩΝ xyxy=(683,2080,984,2098)
ad-title: ΓΕΡΜΑΝΙΚΗ ΕΤΑΙΡΙΑ ΖΗΤΕΙ xyxy=(679,1295,945,1349)
ad-excursions xyxy=(1206,1518,1570,1620)
notice-body: Το Δημοτικόν Νοσοκομείον προκηρύσσει την πλήρωσιν θέσεων αδελφών νοσοκόμων και άρρενος νοσοκόμου. Οι ενδιαφερόμενοι καλούνται να υποβάλουν τας αιτήσεις των εντός προθεσμίας δέκα ημερών εις τα γραφεία της Διευθύνσεως. xyxy=(454,869,616,935)
tenders-block xyxy=(633,62,990,598)
headline: ΕΚΠΟΙΗΣΙΣ ΟΙΚΟΠΕΔΩΝ xyxy=(832,136,973,151)
column-4 xyxy=(1001,0,1195,2324)
headline: ΣΕΙΣΜΙΚΗ ΔΟΝΗΣΙΣ ΜΙΚΡΑΣ ΕΝΤΑΣΕΩΣ ΕΙΣ ΤΗΝ ΛΑΡΙΣΑΝ xyxy=(451,569,619,597)
headline: ΠΡΟΜΗΘΕΙΑ ΚΑΙ ΕΓΚΑΤΑΣΤΑΣΙΣ ΑΝΤΛΗΤΙΚΟΥ ΣΥΓΚΡΟΤΗΜΑΤΟΣ xyxy=(821,441,985,481)
divider xyxy=(8,614,433,616)
signature: Ι. ΛΥΚΟΚΕΛΗΣ xyxy=(871,115,935,126)
notice-workers-housing xyxy=(8,958,433,1107)
notice-zoning-1 xyxy=(447,969,623,1114)
article-body: Το Δασαρχείον Θεσσαλονίκης εκτίθεται εις δημόσιον πλειοδοτικόν διαγωνισμόν δια την εκποίησιν δασικών προϊόντων. Ο διαγωνισμός θα γίνη εις τα γραφεία του Δασαρχείου. Οι όροι είναι κατατεθειμένοι εις το Δασαρχείον. xyxy=(633,459,808,514)
headline-auction: ΠΡΟΓΡΑΜΜΑ ΑΝΑΓΚΑΣΤΙΚΟΥ ΠΛΕΙΣΤΗΡΙΑΣΜΟΥ ΤΗΣ ΑΚΙΝΗΤΟΥ ΠΕΡΙΟΥΣΙΑΣ ΟΦΕΙΛΕΤΟΥ xyxy=(1210,194,1566,226)
